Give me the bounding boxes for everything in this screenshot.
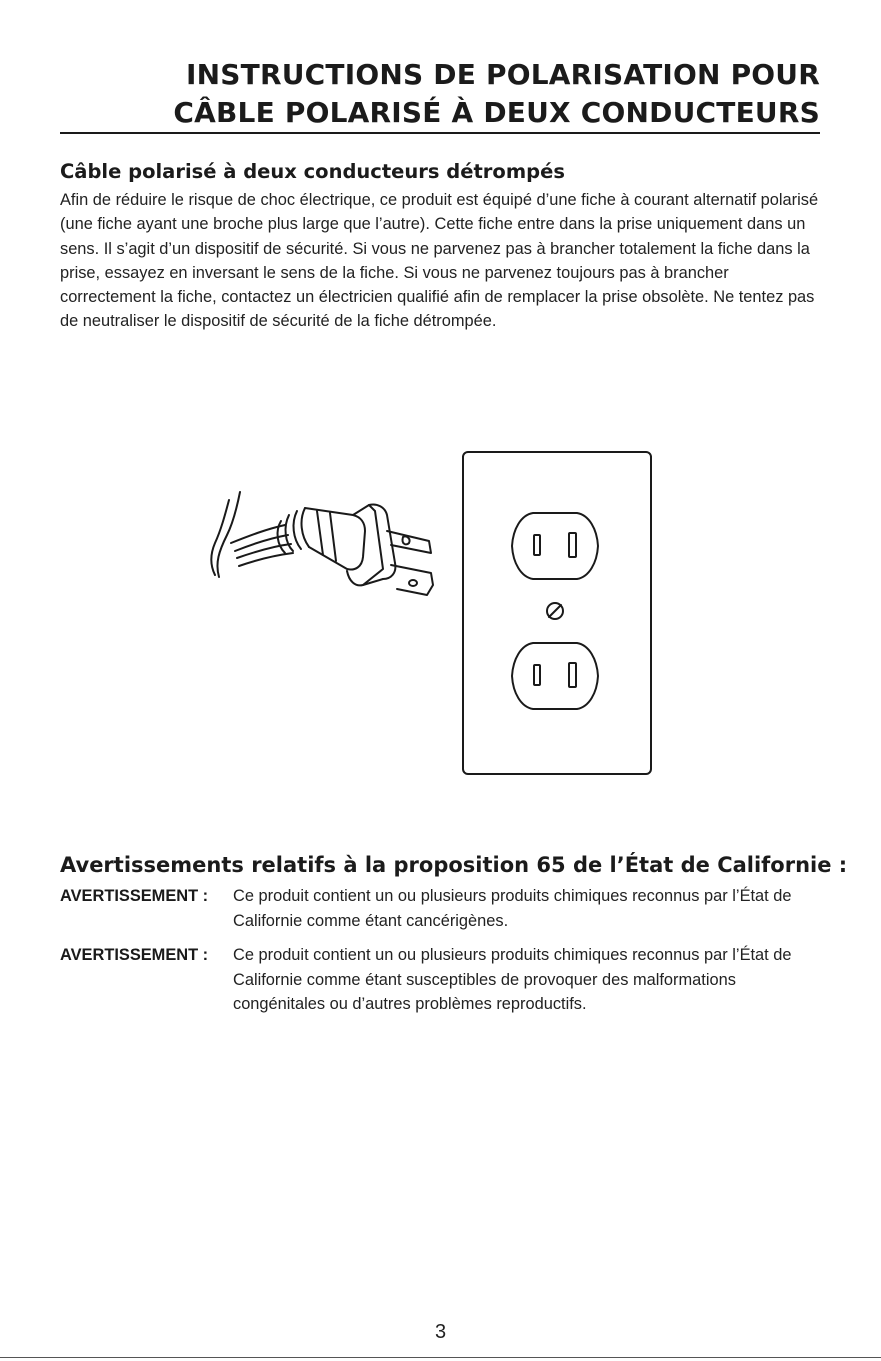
prop65-warning-reproductive (60, 943, 820, 1017)
page-bottom-border (0, 1357, 881, 1358)
polarized-cable-heading: Câble polarisé à deux conducteurs détrompés (60, 160, 565, 183)
page-title-line-2: CÂBLE POLARISÉ À DEUX CONDUCTEURS (173, 96, 820, 129)
plug-and-outlet-illustration (205, 445, 665, 785)
title-divider (60, 132, 820, 134)
prop65-heading: Avertissements relatifs à la proposition 65 de l’État de Californie : (60, 853, 848, 877)
page-title (60, 56, 820, 132)
warning-text: Ce produit contient un ou plusieurs produits chimiques reconnus par l’État de Californie comme étant susceptibles de provoquer des malformations congénitales ou d’autres problèmes reproductifs. (233, 946, 792, 1013)
page-number: 3 (434, 1321, 447, 1343)
warning-text: Ce produit contient un ou plusieurs produits chimiques reconnus par l’État de Californie comme étant cancérigènes. (233, 887, 792, 930)
prop65-warning-cancer (60, 884, 820, 933)
wall-outlet-icon (463, 452, 651, 774)
warning-label: AVERTISSEMENT : (60, 887, 209, 905)
warning-label: AVERTISSEMENT : (60, 946, 209, 964)
polarized-cable-paragraph: Afin de réduire le risque de choc électrique, ce produit est équipé d’une fiche à courant alternatif polarisé (une fiche ayant une broche plus large que l’autre). Cette fiche entre dans la prise uniquement dans un sens. Il s’agit d’un dispositif de sécurité. Si vous ne parvenez pas à brancher totalement la fiche dans la prise, essayez en inversant le sens de la fiche. Si vous ne parvenez toujours pas à brancher correctement la fiche, contactez un électricien qualifié afin de remplacer la prise obsolète. Ne tentez pas de neutraliser le dispositif de sécurité de la fiche détrompée. (60, 191, 819, 331)
page-title-line-1: INSTRUCTIONS DE POLARISATION POUR (186, 58, 820, 91)
polarized-plug-icon (211, 492, 433, 595)
